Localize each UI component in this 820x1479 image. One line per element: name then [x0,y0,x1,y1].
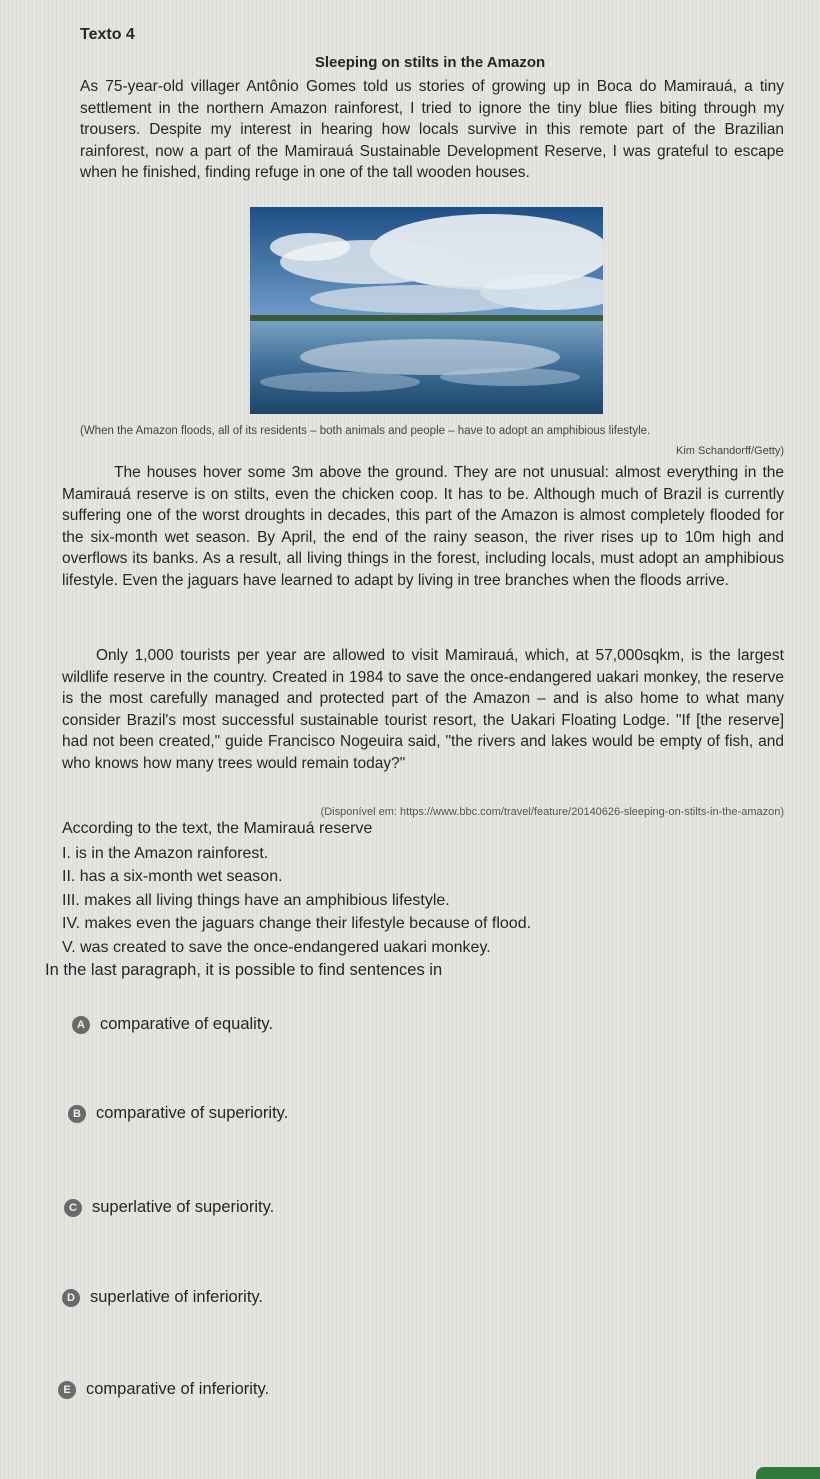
option-d-badge: D [62,1289,80,1307]
statement-1: I. is in the Amazon rainforest. [62,845,269,862]
amazon-flood-photo [250,207,603,414]
photo-illustration [250,207,603,414]
photo-caption: (When the Amazon floods, all of its residents – both animals and people – have to adopt an amphibious lifestyle. [80,425,651,437]
question-prompt: In the last paragraph, it is possible to find sentences in [45,961,443,979]
option-d[interactable] [62,1288,263,1307]
option-c-badge: C [64,1199,82,1217]
article-paragraph-3: Only 1,000 tourists per year are allowed to visit Mamirauá, which, at 57,000sqkm, is the largest wildlife reserve in the country. Created in 1984 to save the once-endangered uakari monkey, the reserve is the most carefully managed and protected part of the Amazon – and is also home to what many consider Brazil's most successful sustainable tourist resort, the Uakari Floating Lodge. "If [the reserve] had not been created," guide Francisco Nogeuira said, "the rivers and lakes would be empty of fish, and who knows how many trees would remain today?" [62,647,784,772]
corner-button-edge[interactable] [756,1467,820,1479]
option-c-text: superlative of superiority. [92,1198,275,1216]
statement-2: II. has a six-month wet season. [62,868,283,885]
statement-4: IV. makes even the jaguars change their lifestyle because of flood. [62,915,532,932]
option-b-text: comparative of superiority. [96,1104,289,1122]
statement-5: V. was created to save the once-endangered uakari monkey. [62,939,491,956]
option-a-badge: A [72,1016,90,1034]
question-stem: According to the text, the Mamirauá reserve [62,820,373,837]
option-e-badge: E [58,1381,76,1399]
option-a[interactable] [72,1015,273,1034]
option-d-text: superlative of inferiority. [90,1288,264,1306]
option-e-text: comparative of inferiority. [86,1380,270,1398]
article-title: Sleeping on stilts in the Amazon [314,54,546,71]
statement-3: III. makes all living things have an amphibious lifestyle. [62,892,450,909]
option-b[interactable] [68,1104,288,1123]
option-c[interactable] [64,1198,274,1217]
photo-credit: Kim Schandorff/Getty) [675,445,784,457]
article-paragraph-1: As 75-year-old villager Antônio Gomes told us stories of growing up in Boca do Mamirauá, a tiny settlement in the northern Amazon rainforest, I tried to ignore the tiny blue flies biting through my trousers. Despite my interest in hearing how locals survive in this remote part of the Brazilian rainforest, now a part of the Mamirauá Sustainable Development Reserve, I was grateful to escape when he finished, finding refuge in one of the tall wooden houses. [80,78,784,182]
option-a-text: comparative of equality. [100,1015,274,1033]
text-label: Texto 4 [80,26,135,43]
option-b-badge: B [68,1105,86,1123]
article-paragraph-2: The houses hover some 3m above the ground. They are not unusual: almost everything in the Mamirauá reserve is on stilts, even the chicken coop. It has to be. Although much of Brazil is currently suffering one of the worst droughts in decades, this part of the Amazon is almost completely flooded for the six-month wet season. By April, the end of the rainy season, the river rises up to 10m high and overflows its banks. As a result, all living things in the forest, including locals, must adopt an amphibious lifestyle. Even the jaguars have learned to adapt by living in tree branches when the floods arrive. [62,464,784,589]
source-citation: (Disponível em: https://www.bbc.com/travel/feature/20140626-sleeping-on-stilts-in-the-amazon) [320,806,784,818]
option-e[interactable] [58,1380,269,1399]
